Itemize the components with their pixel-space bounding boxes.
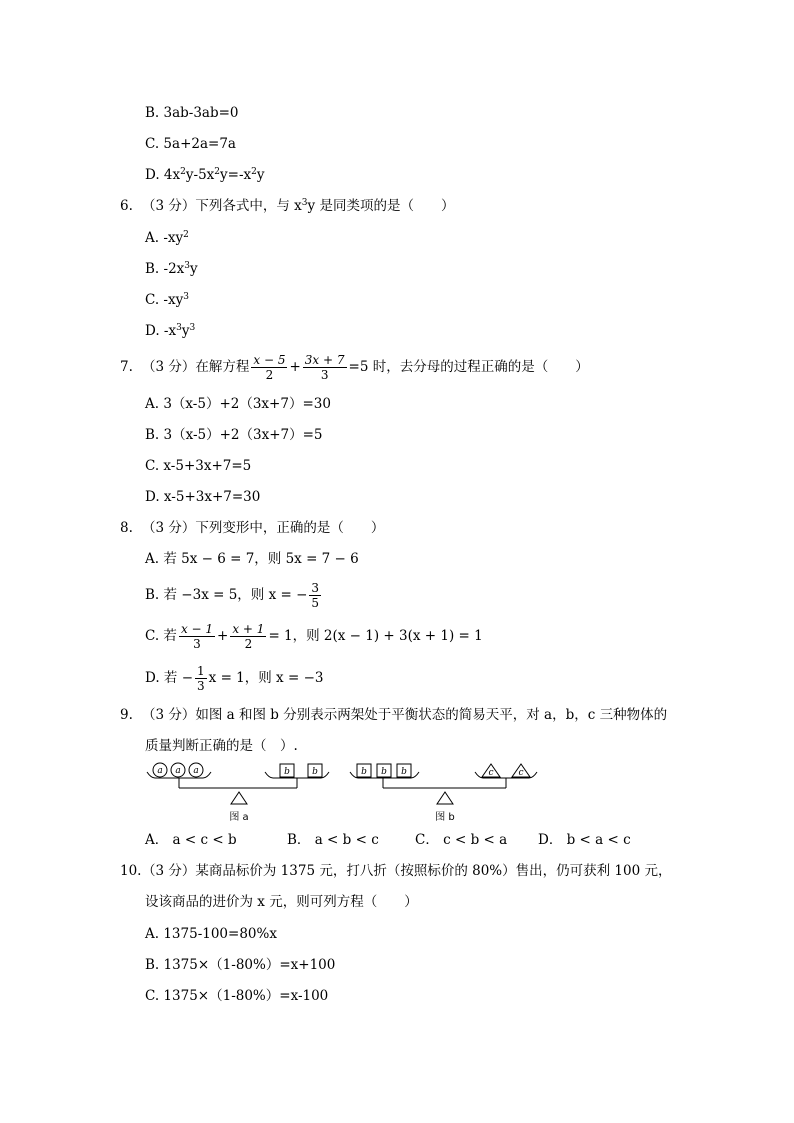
q6-stem: 6. （3 分）下列各式中，与 $x^3y$ 是同类项的是（ ）	[120, 198, 455, 214]
label-a-1: a	[157, 766, 163, 776]
q8-b-fraction: $\frac{3}{5}$	[311, 581, 320, 610]
q8-option-b: B. 若 −3x = 5，则 x = − $\frac{3}{5}$	[145, 581, 320, 610]
q7-fraction-1: $\frac{x - 5}{2}$	[253, 353, 286, 382]
q9-option-b: B． a < b < c	[287, 832, 379, 848]
q8-c-fraction-1: $\frac{x - 1}{3}$	[180, 622, 214, 651]
q10-option-c: C. 1375×（1-80%）=x-100	[145, 988, 329, 1004]
q9-stem-line1: 9. （3 分）如图 a 和图 b 分别表示两架处于平衡状态的简易天平，对 a，b，c 三种物体的	[120, 707, 668, 723]
q6-option-c: C. $-xy^3$	[145, 292, 189, 308]
q5-option-b: B. 3ab-3ab=0	[145, 105, 239, 121]
label-b-4: b	[381, 767, 387, 777]
label-b-1: b	[284, 767, 290, 777]
balance-diagram	[145, 756, 675, 828]
q9-balance-figures	[145, 756, 675, 828]
q9-option-c: C． c < b < a	[415, 832, 508, 848]
label-a-2: a	[175, 766, 181, 776]
q8-option-a: A. 若 5x − 6 = 7，则 5x = 7 − 6	[145, 551, 359, 567]
q9-option-d: D． b < a < c	[538, 832, 631, 848]
q6-option-d: D. $-x^3y^3$	[145, 323, 196, 339]
q9-stem-line2: 质量判断正确的是（ ）.	[145, 738, 298, 754]
q7-option-b: B. 3（x-5）+2（3x+7）=5	[145, 427, 323, 443]
q10-option-b: B. 1375×（1-80%）=x+100	[145, 957, 336, 973]
q5-option-c: C. 5a+2a=7a	[145, 136, 236, 152]
figure-b-caption: 图 b	[435, 812, 455, 823]
label-a-3: a	[193, 766, 199, 776]
q7-option-d: D. x-5+3x+7=30	[145, 489, 261, 505]
label-c-2: c	[518, 768, 524, 778]
q10-stem-line2: 设该商品的进价为 x 元，则可列方程（ ）	[145, 894, 418, 910]
label-c-1: c	[488, 768, 494, 778]
q10-option-a: A. 1375-100=80%x	[145, 926, 277, 942]
q7-stem: 7. （3 分）在解方程 $\frac{x - 5}{2}$ + $\frac{3x + 7}{3}$ =5 时，去分母的过程正确的是（ ）	[120, 353, 589, 382]
q9-option-a: A． a < c < b	[145, 832, 237, 848]
q7-fraction-2: $\frac{3x + 7}{3}$	[304, 353, 345, 382]
q6-option-b: B. $-2x^3y$	[145, 261, 198, 277]
balance-b	[350, 764, 537, 804]
q8-option-c: C. 若 $\frac{x - 1}{3}$ + $\frac{x + 1}{2}$ = 1，则 2(x − 1) + 3(x + 1) = 1	[145, 622, 483, 651]
q8-stem: 8. （3 分）下列变形中，正确的是（ ）	[120, 520, 385, 536]
q7-option-a: A. 3（x-5）+2（3x+7）=30	[145, 396, 331, 412]
q5-option-d: D. $4x^2y-5x^2y=-x^2y$	[145, 167, 265, 183]
q10-stem-line1: 10.（3 分）某商品标价为 1375 元，打八折（按照标价的 80%）售出，仍可获利 100 元，	[120, 863, 672, 879]
balance-a	[147, 763, 329, 804]
label-b-3: b	[361, 767, 367, 777]
label-b-5: b	[401, 767, 407, 777]
q7-option-c: C. x-5+3x+7=5	[145, 458, 252, 474]
q6-option-a: A. $-xy^2$	[145, 230, 189, 246]
label-b-2: b	[312, 767, 318, 777]
q8-option-d: D. 若 − $\frac{1}{3}$ x = 1，则 x = −3	[145, 664, 324, 693]
q8-c-fraction-2: $\frac{x + 1}{2}$	[232, 622, 265, 651]
q8-d-fraction: $\frac{1}{3}$	[197, 664, 205, 693]
figure-a-caption: 图 a	[229, 812, 249, 823]
